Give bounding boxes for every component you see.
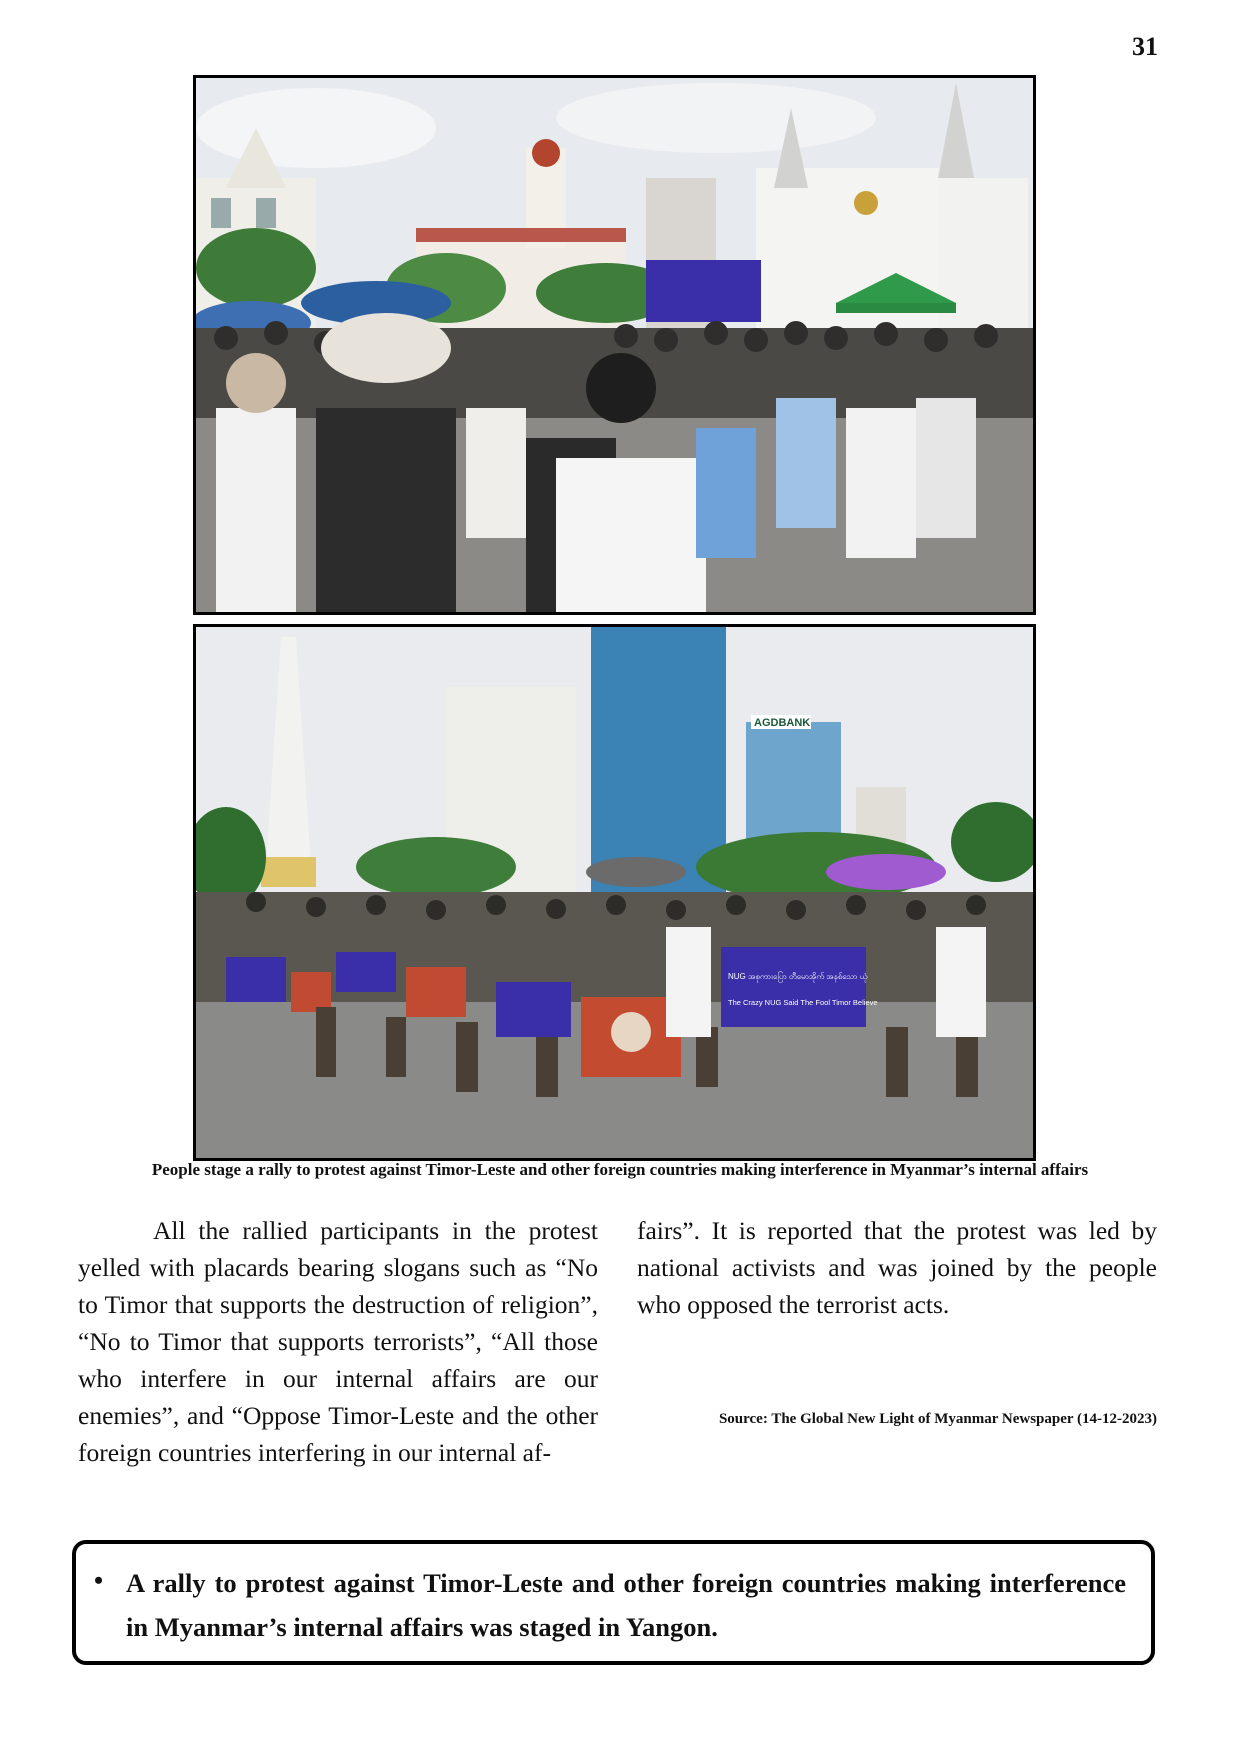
placard-text-english: The Crazy NUG Said The Fool Timor Believe (728, 998, 878, 1007)
bank-sign-text: AGDBANK (754, 717, 811, 729)
article-column-right (637, 1212, 1157, 1323)
summary-box (72, 1540, 1155, 1665)
photo-caption: People stage a rally to protest against Timor-Leste and other foreign countries making interference in Myanmar’s internal affairs (151, 1160, 1089, 1179)
article-column-left (78, 1212, 598, 1471)
placard-text-burmese: NUG အစုကားပြော တီမောအိုက် အနစ်သော ယုံ (728, 972, 868, 981)
bullet-icon: • (94, 1566, 104, 1595)
source-credit: Source: The Global New Light of Myanmar Newspaper (14-12-2023) (718, 1411, 1157, 1427)
rally-photo-city-hall-illustration (196, 78, 1033, 612)
rally-photo-placards-illustration (196, 627, 1033, 1158)
article-paragraph-left: All the rallied participants in the protest yelled with placards bearing slogans such as “No to Timor that supports the destruction of religion”, “No to Timor that supports terrorists”, “All those who interfere in our internal affairs are our enemies”, and “Oppose Timor-Leste and the other foreign countries interfering in our internal af- (78, 1216, 598, 1467)
summary-text: A rally to protest against Timor-Leste and other foreign countries making interference in Myanmar’s internal affairs was staged in Yangon. (126, 1568, 1126, 1642)
rally-photo-placards (193, 624, 1036, 1161)
article-paragraph-right: fairs”. It is reported that the protest was led by national activists and was joined by the people who opposed the terrorist acts. (637, 1216, 1157, 1319)
rally-photo-city-hall (193, 75, 1036, 615)
page-number: 31 (1132, 32, 1158, 61)
